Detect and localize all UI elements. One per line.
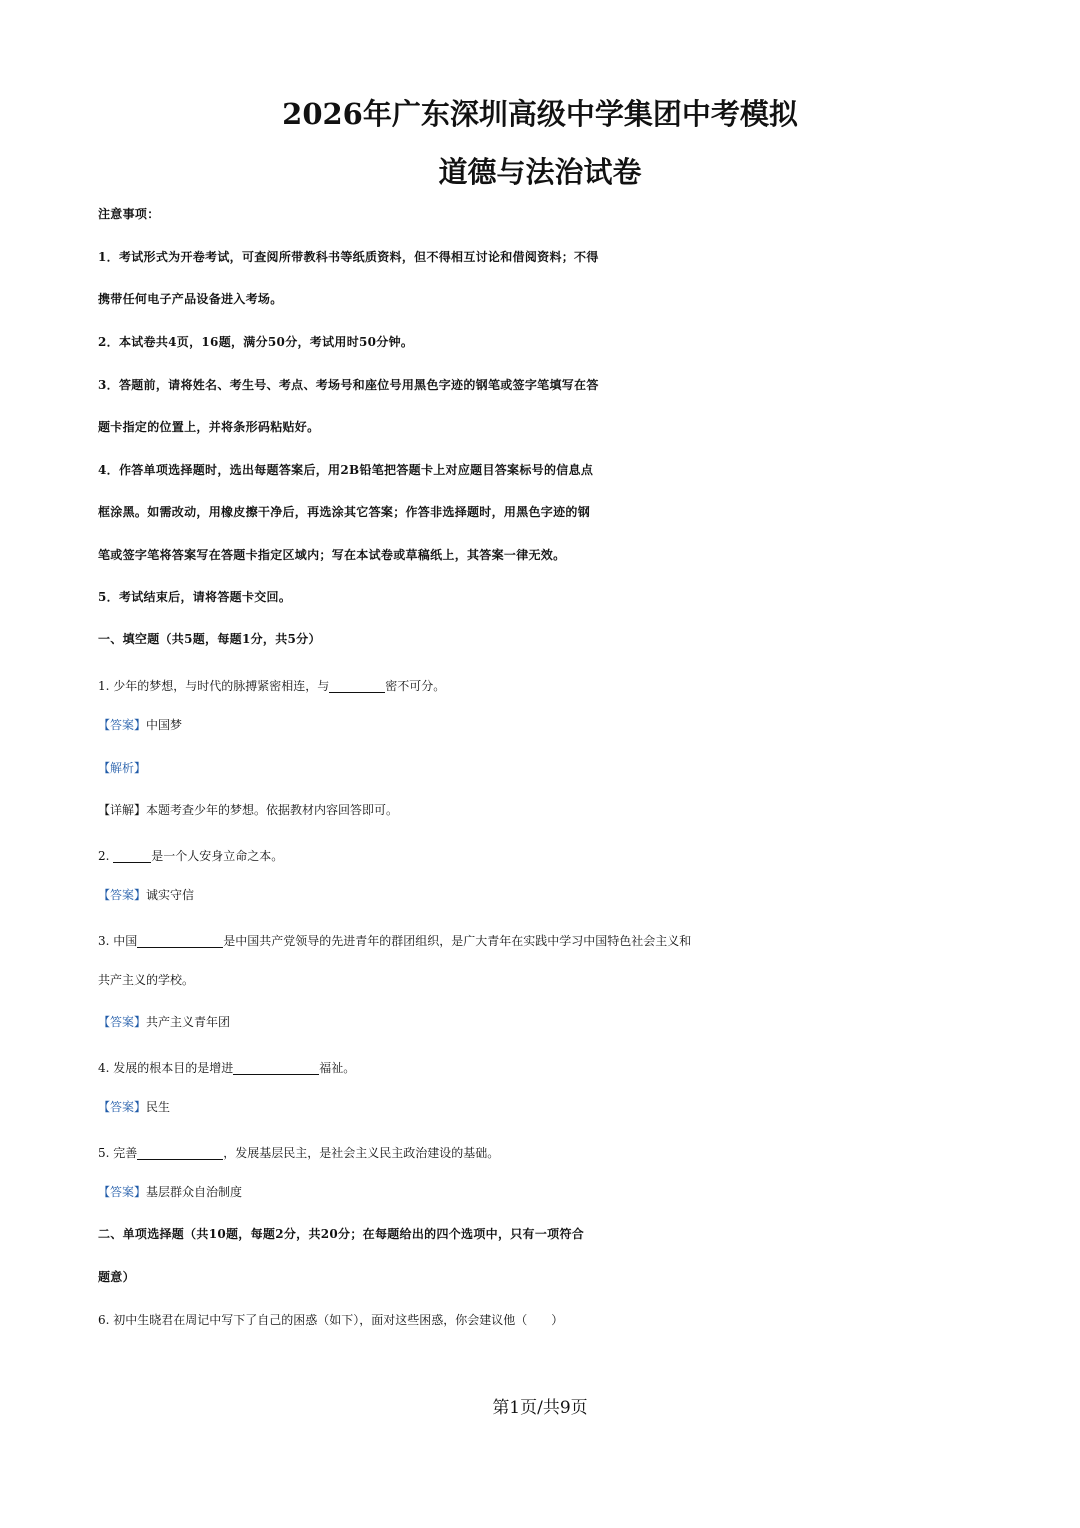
answer-tag: 【答案】	[98, 718, 147, 732]
answer-tag: 【答案】	[98, 888, 147, 902]
notice-line: 2．本试卷共4页，16题，满分50分，考试用时50分钟。	[98, 335, 414, 349]
fill-blank	[113, 844, 151, 863]
answer-text: 民生	[146, 1100, 171, 1114]
question-text: 密不可分。	[385, 679, 446, 693]
question-text: 1. 少年的梦想，与时代的脉搏紧密相连，与	[98, 679, 330, 693]
section-heading: 一、填空题（共5题，每题1分，共5分）	[98, 632, 321, 646]
fill-blank	[233, 1056, 319, 1075]
fill-blank	[137, 929, 223, 948]
notice-line: 1．考试形式为开卷考试，可查阅所带教科书等纸质资料，但不得相互讨论和借阅资料；不得	[98, 250, 599, 264]
question-text: 2.	[98, 849, 114, 863]
analysis-1	[98, 759, 998, 776]
fill-blank	[329, 674, 385, 693]
analysis-tag: 【解析】	[98, 761, 147, 775]
detail-text: 本题考查少年的梦想。依据教材内容回答即可。	[146, 803, 399, 817]
exam-title-line2: 道德与法治试卷	[438, 155, 642, 189]
question-text: 是中国共产党领导的先进青年的群团组织，是广大青年在实践中学习中国特色社会主义和	[223, 934, 692, 948]
exam-title-line1: 2026年广东深圳高级中学集团中考模拟	[282, 97, 798, 131]
question-2	[98, 844, 998, 864]
question-3-cont: 共产主义的学校。	[98, 973, 195, 987]
question-text: 4. 发展的根本目的是增进	[98, 1061, 234, 1075]
notice-line: 框涂黑。如需改动，用橡皮擦干净后，再选涂其它答案；作答非选择题时，用黑色字迹的钢	[98, 505, 591, 519]
answer-tag: 【答案】	[98, 1185, 147, 1199]
question-4	[98, 1056, 998, 1076]
notice-line: 5．考试结束后，请将答题卡交回。	[98, 590, 292, 604]
answer-2	[98, 886, 998, 903]
page-number: 第1页/共9页	[492, 1398, 588, 1418]
fill-blank	[137, 1141, 223, 1160]
answer-text: 共产主义青年团	[146, 1015, 231, 1029]
question-text: 5. 完善	[98, 1146, 138, 1160]
answer-4	[98, 1098, 998, 1115]
notice-line: 4．作答单项选择题时，选出每题答案后，用2B铅笔把答题卡上对应题目答案标号的信息点	[98, 463, 594, 477]
notice-line: 3．答题前，请将姓名、考生号、考点、考场号和座位号用黑色字迹的钢笔或签字笔填写在答	[98, 378, 599, 392]
notice-line: 携带任何电子产品设备进入考场。	[98, 292, 283, 306]
answer-5	[98, 1183, 998, 1200]
answer-text: 诚实守信	[146, 888, 195, 902]
answer-3	[98, 1013, 998, 1030]
detail-tag: 【详解】	[98, 803, 147, 817]
notice-line: 笔或签字笔将答案写在答题卡指定区域内；写在本试卷或草稿纸上，其答案一律无效。	[98, 548, 566, 562]
section-heading-cont: 题意）	[98, 1270, 135, 1284]
question-text: 3. 中国	[98, 934, 138, 948]
question-text: ，发展基层民主，是社会主义民主政治建设的基础。	[223, 1146, 500, 1160]
question-3	[98, 929, 998, 949]
answer-tag: 【答案】	[98, 1100, 147, 1114]
question-text: 是一个人安身立命之本。	[151, 849, 284, 863]
question-1	[98, 674, 998, 694]
notice-line: 题卡指定的位置上，并将条形码粘贴好。	[98, 420, 320, 434]
section-heading: 二、单项选择题（共10题，每题2分，共20分；在每题给出的四个选项中，只有一项符合	[98, 1227, 585, 1241]
answer-text: 中国梦	[146, 718, 183, 732]
question-text: 福祉。	[319, 1061, 356, 1075]
answer-1	[98, 716, 998, 733]
answer-tag: 【答案】	[98, 1015, 147, 1029]
question-6: 6. 初中生晓君在周记中写下了自己的困惑（如下），面对这些困惑，你会建议他（ ）	[98, 1313, 564, 1327]
answer-text: 基层群众自治制度	[146, 1185, 243, 1199]
notice-heading: 注意事项：	[98, 207, 160, 221]
question-5	[98, 1141, 998, 1161]
detail-1	[98, 801, 998, 818]
